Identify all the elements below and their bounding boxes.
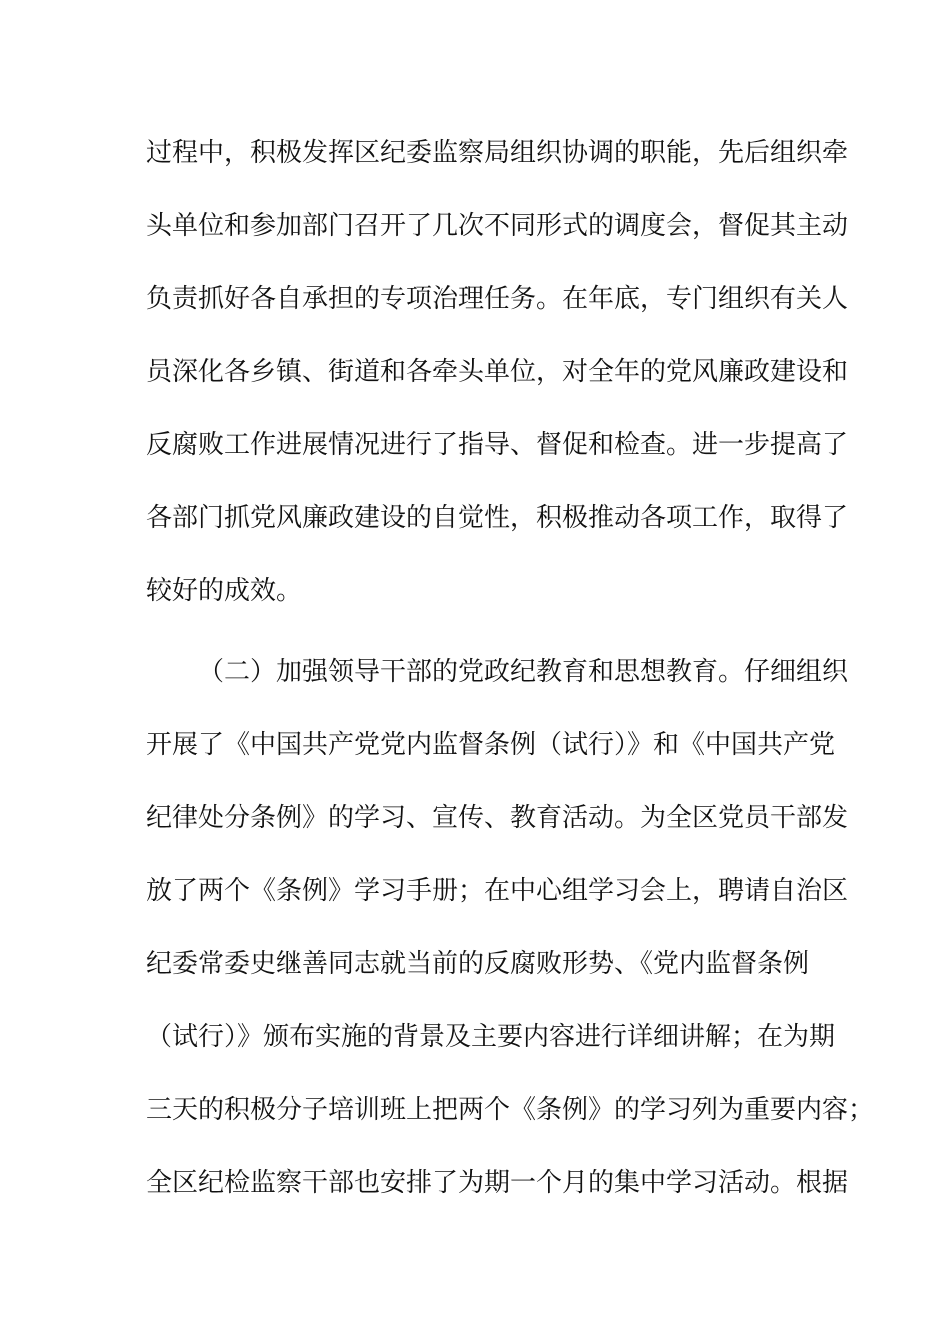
text-line: 纪律处分条例》的学习、宣传、教育活动。为全区党员干部发 — [146, 803, 849, 833]
text-line: 放了两个《条例》学习手册；在中心组学习会上，聘请自治区 — [146, 876, 849, 906]
paragraph-heading-line: （二）加强领导干部的党政纪教育和思想教育。仔细组织 — [198, 657, 849, 687]
text-line: 各部门抓党风廉政建设的自觉性，积极推动各项工作，取得了 — [146, 503, 849, 533]
text-line: 负责抓好各自承担的专项治理任务。在年底，专门组织有关人 — [146, 284, 849, 314]
text-line: 员深化各乡镇、街道和各牵头单位，对全年的党风廉政建设和 — [146, 357, 849, 387]
text-line: 开展了《中国共产党党内监督条例（试行）》和《中国共产党 — [146, 730, 836, 760]
text-line: 头单位和参加部门召开了几次不同形式的调度会，督促其主动 — [146, 211, 849, 241]
text-line: 三天的积极分子培训班上把两个《条例》的学习列为重要内容； — [146, 1095, 875, 1125]
text-line: 反腐败工作进展情况进行了指导、督促和检查。进一步提高了 — [146, 430, 849, 460]
text-line: （试行）》颁布实施的背景及主要内容进行详细讲解；在为期 — [146, 1022, 836, 1052]
text-line: 过程中，积极发挥区纪委监察局组织协调的职能，先后组织牵 — [146, 138, 849, 168]
text-line: 纪委常委史继善同志就当前的反腐败形势、《党内监督条例 — [146, 949, 810, 979]
text-line: 全区纪检监察干部也安排了为期一个月的集中学习活动。根据 — [146, 1168, 849, 1198]
text-line: 较好的成效。 — [146, 576, 303, 606]
